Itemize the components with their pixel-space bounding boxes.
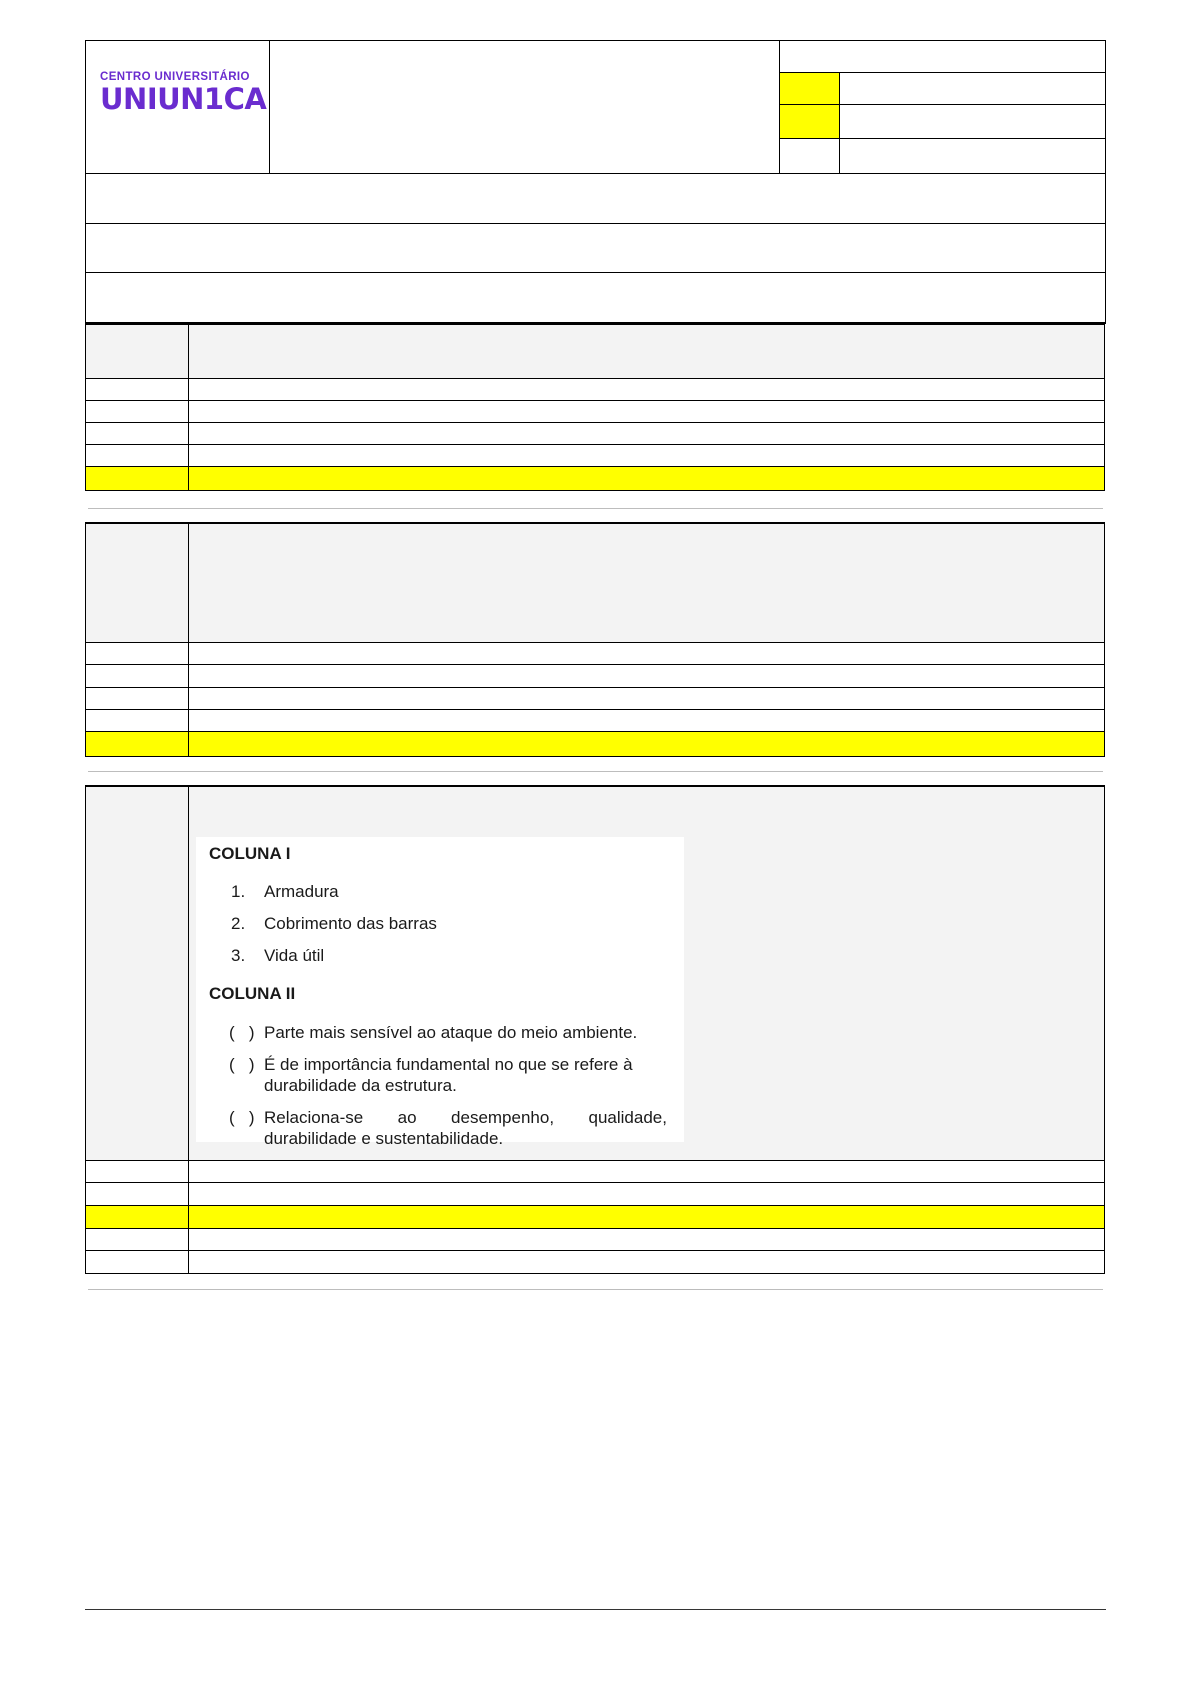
- question-2-label-column: [188, 522, 189, 757]
- field-row-1: [85, 173, 1106, 224]
- coluna-2-item-1: ( ) Parte mais sensível ao ataque do meio ambiente.: [229, 1023, 638, 1042]
- coluna-2-item-3-line-1: Relaciona-se ao desempenho, qualidade,: [264, 1108, 667, 1127]
- question-3-matching-image: [196, 837, 684, 1148]
- coluna-1-item-1: 1. Armadura: [231, 882, 339, 901]
- coluna-2-item-2: ( ) É de importância fundamental no que se refere à: [229, 1055, 633, 1074]
- coluna-2-item-3-mark: ( ): [229, 1108, 255, 1127]
- question-1-prompt: [85, 323, 1105, 379]
- coluna-2-item-3-cont: durabilidade e sustentabilidade.: [264, 1129, 504, 1148]
- question-2: [85, 522, 1105, 760]
- question-2-option-d[interactable]: [85, 709, 1105, 732]
- question-2-prompt: [85, 522, 1105, 643]
- question-1-option-d[interactable]: [85, 444, 1105, 467]
- coluna-1-title: COLUNA I: [209, 844, 291, 863]
- info-col-divider: [839, 72, 840, 174]
- info-highlight-cell-1: [780, 73, 839, 104]
- info-highlight-cell-2: [780, 105, 839, 138]
- question-1-option-c[interactable]: [85, 422, 1105, 445]
- question-3-option-c-correct[interactable]: [85, 1205, 1105, 1229]
- question-3-label-column: [188, 785, 189, 1274]
- question-1-option-e-correct[interactable]: [85, 466, 1105, 491]
- question-1: [85, 323, 1105, 495]
- logo: [100, 71, 267, 116]
- question-3-option-b[interactable]: [85, 1182, 1105, 1206]
- question-2-option-c[interactable]: [85, 687, 1105, 710]
- coluna-1-item-3: 3. Vida útil: [231, 946, 325, 965]
- question-3-option-a[interactable]: [85, 1160, 1105, 1183]
- footer-rule: [85, 1609, 1106, 1610]
- question-2-option-a[interactable]: [85, 642, 1105, 665]
- question-1-label-column: [188, 323, 189, 491]
- question-1-option-a[interactable]: [85, 378, 1105, 401]
- question-3: [85, 785, 1105, 1277]
- separator-2: [88, 771, 1103, 772]
- header-divider-logo: [269, 40, 270, 174]
- logo-subtitle: CENTRO UNIVERSITÁRIO: [100, 71, 250, 83]
- question-3-option-e[interactable]: [85, 1250, 1105, 1274]
- question-1-option-b[interactable]: [85, 400, 1105, 423]
- field-row-2: [85, 223, 1106, 273]
- coluna-1-item-2: 2. Cobrimento das barras: [231, 914, 437, 933]
- question-2-option-e-correct[interactable]: [85, 731, 1105, 757]
- coluna-2-item-2-cont: durabilidade da estrutura.: [264, 1076, 457, 1095]
- separator-3: [88, 1289, 1103, 1290]
- logo-wordmark: UNIUN1CA: [100, 82, 267, 116]
- question-2-option-b[interactable]: [85, 664, 1105, 688]
- separator-1: [88, 508, 1103, 509]
- info-row-divider-3: [779, 138, 1106, 139]
- question-3-option-d[interactable]: [85, 1228, 1105, 1251]
- field-row-3: [85, 272, 1106, 324]
- coluna-2-title: COLUNA II: [209, 984, 296, 1003]
